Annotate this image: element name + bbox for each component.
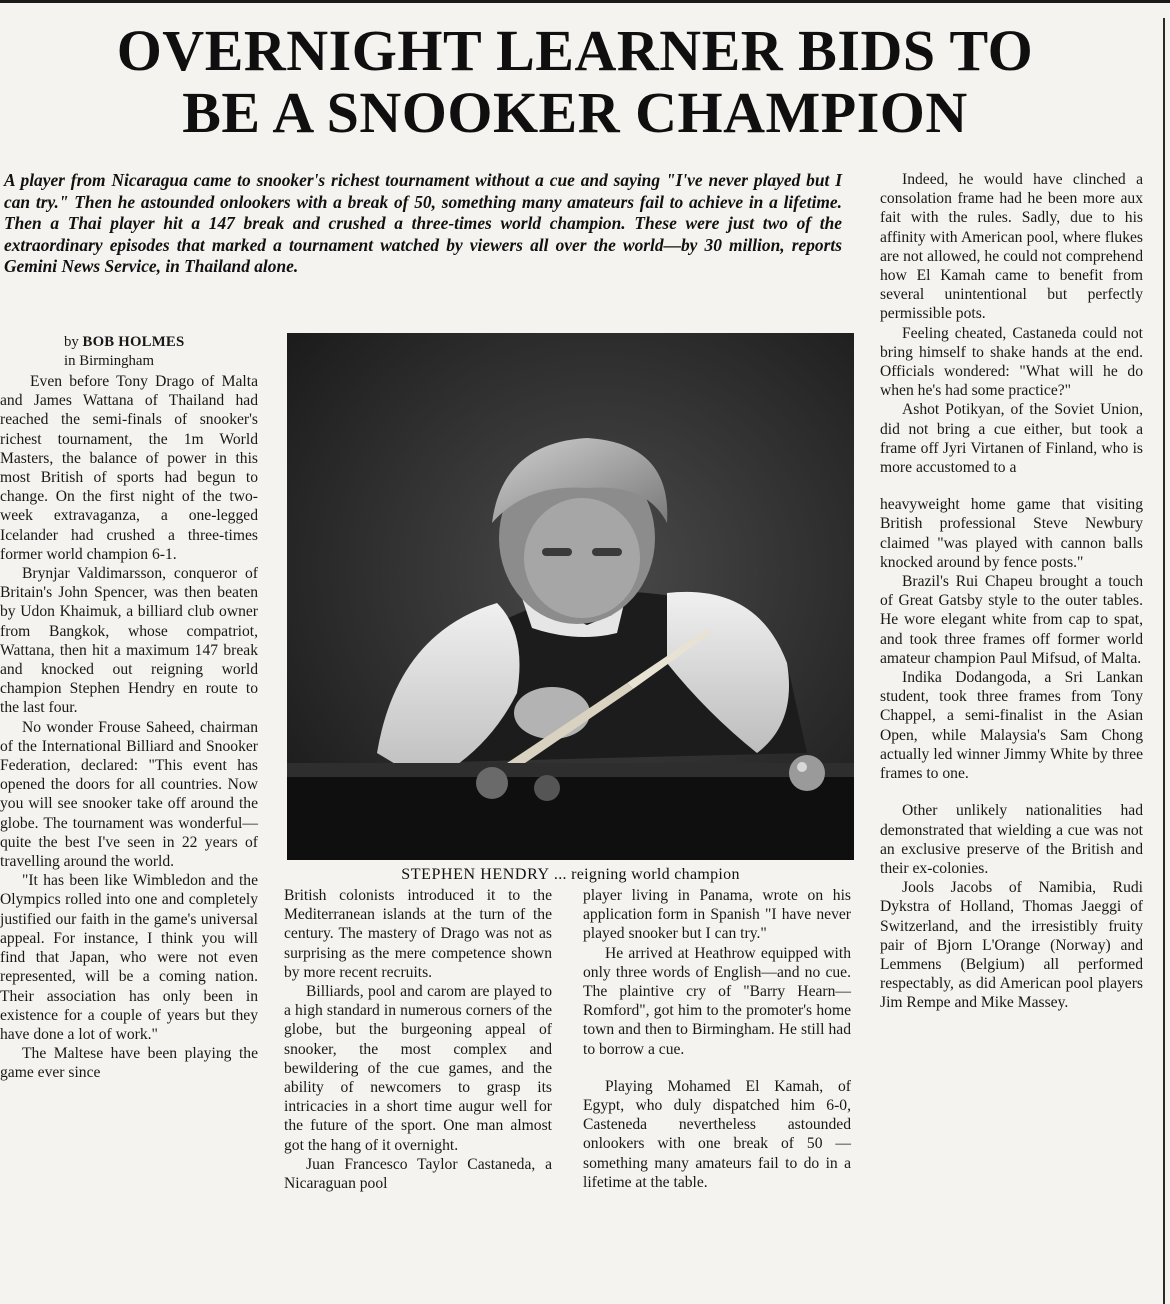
paragraph: Ashot Potikyan, of the Soviet Union, did not bring a cue either, but took a frame off Jyri Virtanen of Finland, who is more accustomed to a: [880, 401, 1143, 477]
paragraph: Indeed, he would have clinched a consolation frame had he been more aux fait with the rules. Sadly, due to his affinity with American pool, where flukes are not allowed, he could not comprehend how El Kamah came to benefit from several unintentional but perfectly permissible pots.: [880, 171, 1143, 323]
caption-name: STEPHEN HENDRY: [401, 866, 550, 883]
paragraph: Even before Tony Drago of Malta and James Wattana of Thailand had reached the semi-finals of snooker's richest tournament, the 1m World Masters, the balance of power in this most British of sports had begun to change. On the first night of the two-week extravaganza, a one-legged Icelander had crushed a three-times former world champion 6-1.: [0, 373, 258, 563]
photo-caption: [287, 865, 854, 885]
paragraph: The Maltese have been playing the game ever since: [0, 1045, 258, 1082]
article-column-1: [0, 333, 258, 1083]
column-gap: [880, 477, 1143, 495]
paragraph: Other unlikely nationalities had demonstrated that wielding a cue was not an exclusive preserve of the British and their ex-colonies.: [880, 802, 1143, 877]
byline: [0, 333, 258, 352]
paragraph: Billiards, pool and carom are played to a high standard in numerous corners of the globe, but the burgeoning appeal of snooker, the most complex and bewildering of the cue games, and the ability of newcomers to grasp its intricacies in a short time augur well for the future of the sport. One man almost got the hang of it overnight.: [284, 983, 552, 1154]
paragraph: No wonder Frouse Saheed, chairman of the International Billiard and Snooker Federation, declared: "This event has opened the doors for all countries. Now you will see snooker take off around the globe. The tournament was wonderful—quite the best I've seen in 22 years of travelling around the world.: [0, 718, 258, 871]
paragraph: player living in Panama, wrote on his application form in Spanish "I have never played snooker but I can try.": [583, 887, 851, 943]
headline: [0, 20, 1150, 144]
caption-text: ... reigning world champion: [549, 866, 740, 883]
column-rule: [1163, 18, 1165, 1304]
article-column-3: [583, 886, 851, 1192]
paragraph: He arrived at Heathrow equipped with only three words of English—and no cue. The plaintive cry of "Barry Hearn—Romford", got him to the promoter's home town and then to Birmingham. He still had to borrow a cue.: [583, 944, 851, 1058]
column-gap: [880, 783, 1143, 801]
paragraph: British colonists introduced it to the Mediterranean islands at the turn of the century. The mastery of Drago was not as surprising as the mere competence shown by more recent recruits.: [284, 887, 552, 981]
paragraph: Brynjar Valdimarsson, conqueror of Britain's John Spencer, was then beaten by Udon Khaimuk, a billiard club owner from Bangkok, whose compatriot, Wattana, then hit a maximum 147 break and knocked out reigning world champion Stephen Hendry en route to the last four.: [0, 565, 258, 717]
paragraph: Playing Mohamed El Kamah, of Egypt, who duly dispatched him 6-0, Casteneda nevertheless astounded onlookers with one break of 50 —something many amateurs fail to do in a lifetime at the table.: [583, 1077, 851, 1191]
paragraph: "It has been like Wimbledon and the Olympics rolled into one and completely justified our faith in the game's universal appeal. For instance, I think you will find that Japan, who were not even represented, will be a coming nation. Their association has only been in existence for a couple of years but they have done a lot of work.": [0, 872, 258, 1043]
headline-line-1: OVERNIGHT LEARNER BIDS TO: [116, 18, 1034, 83]
snooker-player-photo: [287, 333, 854, 860]
paragraph: heavyweight home game that visiting British professional Steve Newbury claimed "was played with cannon balls knocked around by fence posts.": [880, 496, 1143, 571]
column-gap: [583, 1059, 851, 1077]
article-column-4: [880, 170, 1143, 1013]
paragraph: Indika Dodangoda, a Sri Lankan student, took three frames from Tony Chappel, a semi-finalist in the Asian Open, while Malaysia's Sam Chong actually led winner Jimmy White by three frames to one.: [880, 669, 1143, 783]
byline-prefix: by: [64, 334, 79, 350]
paragraph: Jools Jacobs of Namibia, Rudi Dykstra of Holland, Thomas Jaeggi of Switzerland, and the irresistibly fruity pair of Bjorn L'Orange (Norway) and Lemmens (Belgium) all performed respectably, as did American pool players Jim Rempe and Mike Massey.: [880, 879, 1143, 1012]
photo-stephen-hendry: [287, 333, 854, 860]
headline-line-2: BE A SNOOKER CHAMPION: [182, 80, 968, 145]
standfirst: A player from Nicaragua came to snooker's richest tournament without a cue and saying "I've never played but I can try." Then he astounded onlookers with a break of 50, something many amateurs fail to achieve in a lifetime. Then a Thai player hit a 147 break and crushed a three-times world champion. These were just two of the extraordinary episodes that marked a tournament watched by viewers all over the world—by 30 million, reports Gemini News Service, in Thailand alone.: [4, 170, 842, 277]
top-rule: [0, 0, 1170, 3]
byline-author: BOB HOLMES: [82, 334, 185, 350]
paragraph: Feeling cheated, Castaneda could not bring himself to shake hands at the end. Officials wondered: "What will he do when he's had some practice?": [880, 324, 1143, 400]
article-column-2: [284, 886, 552, 1193]
paragraph: Brazil's Rui Chapeu brought a touch of Great Gatsby style to the outer tables. He wore elegant white from cap to spat, and took three frames off former world amateur champion Paul Mifsud, of Malta.: [880, 573, 1143, 667]
paragraph: Juan Francesco Taylor Castaneda, a Nicaraguan pool: [284, 1155, 552, 1193]
byline-location: in Birmingham: [64, 353, 155, 369]
